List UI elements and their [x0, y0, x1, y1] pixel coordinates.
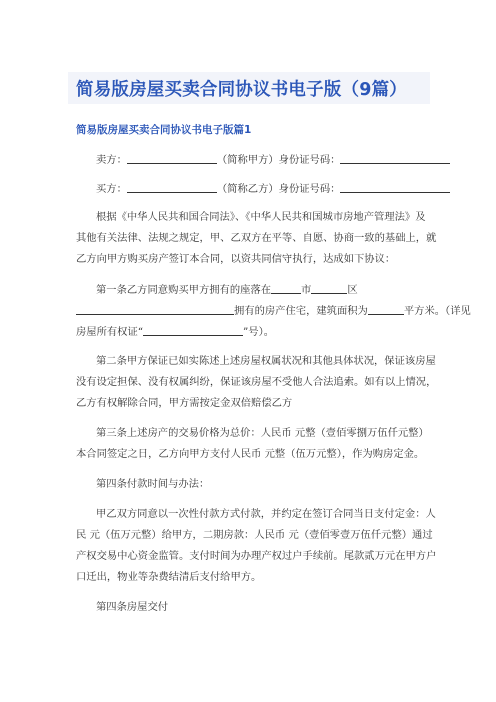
buyer-id-blank [340, 181, 450, 193]
article4-payment-line-1: 甲乙双方同意以一次性付款方式付款，并约定在签订合同当日支付定金：人 [96, 508, 436, 520]
article1-line-2 [76, 303, 471, 318]
preamble-line-1: 根据《中华人民共和国合同法》、《中华人民共和国城市房地产管理法》及 [96, 211, 426, 223]
certificate-number-blank [143, 324, 243, 336]
article4-payment-line-4: 口迁出，物业等杂费结清后支付给甲方。 [76, 571, 262, 583]
seller-name-blank [127, 152, 217, 164]
buyer-label: 买方： [96, 183, 127, 195]
article1-text-area: 拥有的房产住宅，建筑面积为 [234, 305, 368, 317]
buyer-line [96, 181, 450, 196]
article2-line-2: 没有设定担保、没有权属纠纷，保证该房屋不受他人合法追索。如有以上情况， [76, 376, 437, 388]
district-blank [311, 282, 347, 294]
buyer-name-blank [127, 181, 217, 193]
section-subtitle: 简易版房屋买卖合同协议书电子版篇1 [76, 124, 252, 136]
seller-label: 卖方： [96, 154, 127, 166]
preamble-line-3: 乙方向甲方购买房产签订本合同，以资共同信守执行，达成如下协议： [76, 253, 396, 265]
article1-text-cert: 房屋所有权证“ [76, 326, 144, 338]
city-blank [271, 282, 301, 294]
article3-line-2: 本合同签定之日，乙方向甲方支付人民币 元整（伍万元整），作为购房定金。 [76, 448, 425, 460]
preamble-line-2: 其他有关法律、法规之规定，甲、乙双方在平等、自愿、协商一致的基础上，就 [76, 232, 437, 244]
article2-line-3: 乙方有权解除合同，甲方需按定金双倍赔偿乙方 [76, 397, 293, 409]
article3-line-1: 第三条上述房产的交易价格为总价：人民币 元整（壹佰零捌万伍仟元整） [96, 427, 429, 439]
seller-line [96, 152, 450, 167]
article4-delivery-heading: 第四条房屋交付 [96, 601, 169, 613]
article1-line-3 [76, 324, 274, 339]
article1-text-city: 市 [301, 284, 312, 296]
address-blank [76, 303, 234, 315]
article2-line-1: 第二条甲方保证已如实陈述上述房屋权属状况和其他具体状况，保证该房屋 [96, 355, 436, 367]
article4-payment-heading: 第四条付款时间与办法： [96, 478, 210, 490]
article4-payment-line-3: 产权交易中心资金监管。支付时间为办理产权过户手续前。尾款贰万元在甲方户 [76, 550, 437, 562]
article1-text-cert-end: ”号）。 [243, 326, 275, 338]
buyer-alias: （简称乙方）身份证号码： [216, 183, 341, 195]
article1-line-1 [96, 282, 358, 297]
seller-alias: （简称甲方）身份证号码： [216, 154, 341, 166]
article1-text-district: 区 [347, 284, 358, 296]
document-title: 简易版房屋买卖合同协议书电子版（9篇） [76, 80, 407, 100]
seller-id-blank [340, 152, 450, 164]
article4-payment-line-2: 民 元（伍万元整）给甲方，二期房款：人民币 元（壹佰零壹万伍仟元整）通过 [76, 529, 433, 541]
article1-text-sqm: 平方米。（详见 [403, 305, 471, 317]
article1-text-a: 第一条乙方同意购买甲方拥有的座落在 [96, 284, 272, 296]
area-blank [368, 303, 404, 315]
